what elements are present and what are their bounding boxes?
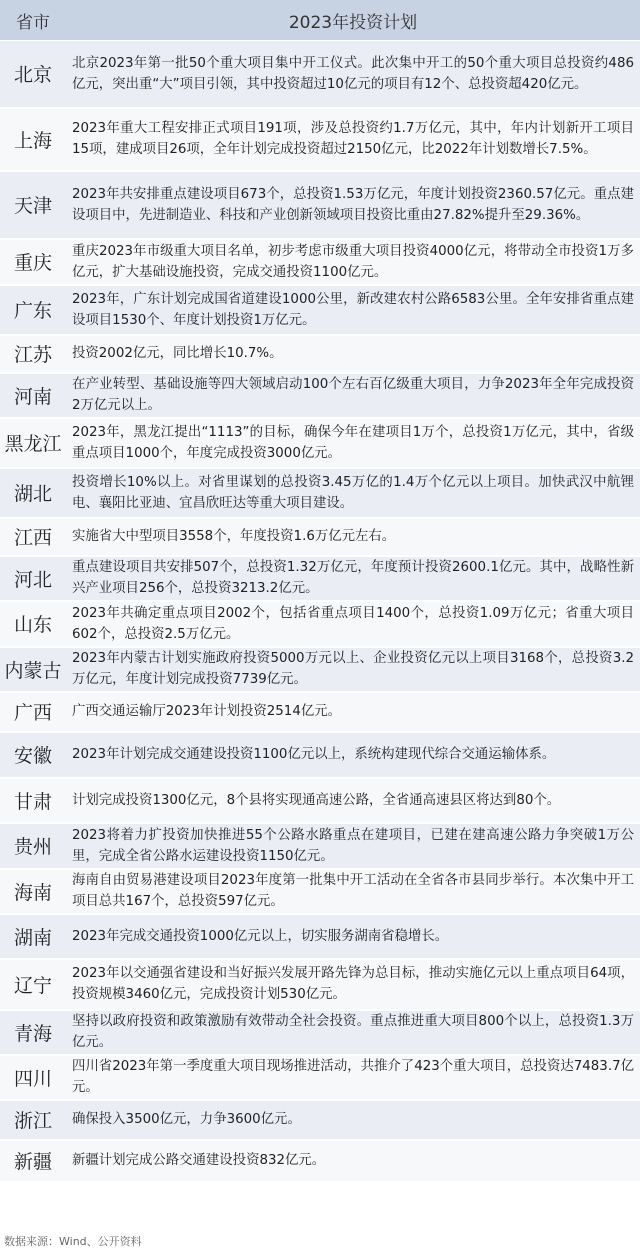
province-cell: 江苏 [0, 335, 66, 373]
province-cell: 北京 [0, 41, 66, 108]
plan-cell: 2023年共安排重点建设项目673个，总投资1.53万亿元，年度计划投资2360.57亿元。重点建设项目中，先进制造业、科技和产业创新领域项目投资比重由27.82%提升至29.36%。 [66, 171, 640, 239]
plan-cell: 2023将着力扩投资加快推进55个公路水路重点在建项目，已建在建高速公路力争突破1万公里，完成全省公路水运建设投资1150亿元。 [66, 823, 640, 869]
plan-cell: 重点建设项目共安排507个，总投资1.32万亿元，年度预计投资2600.1亿元。其中，战略性新兴产业项目256个，总投资3213.2亿元。 [66, 556, 640, 601]
table-row [0, 601, 640, 647]
plan-cell: 在产业转型、基础设施等四大领域启动100个左右百亿级重大项目，力争2023年全年完成投资2万亿元以上。 [66, 373, 640, 418]
plan-cell: 2023年内蒙古计划实施政府投资5000万元以上、企业投资亿元以上项目3168个，总投资3.2万亿元，年度计划完成投资7739亿元。 [66, 647, 640, 692]
plan-cell: 海南自由贸易港建设项目2023年度第一批集中开工活动在全省各市县同步举行。本次集中开工项目总共167个，总投资597亿元。 [66, 869, 640, 914]
plan-cell: 2023年完成交通投资1000亿元以上，切实服务湖南省稳增长。 [66, 914, 640, 959]
table-row [0, 1100, 640, 1140]
table-row [0, 1010, 640, 1055]
plan-cell: 坚持以政府投资和政策激励有效带动全社会投资。重点推进重大项目800个以上，总投资1.3万亿元。 [66, 1010, 640, 1055]
province-cell: 天津 [0, 171, 66, 239]
province-cell: 江西 [0, 518, 66, 556]
table-row [0, 1055, 640, 1100]
plan-cell: 重庆2023年市级重大项目名单，初步考虑市级重大项目投资4000亿元，将带动全市投资1万多亿元，扩大基础设施投资，完成交通投资1100亿元。 [66, 239, 640, 285]
province-cell: 新疆 [0, 1140, 66, 1182]
table-row [0, 556, 640, 601]
table-row [0, 823, 640, 869]
table-row [0, 239, 640, 285]
plan-cell: 新疆计划完成公路交通建设投资832亿元。 [66, 1140, 640, 1182]
province-cell: 湖南 [0, 914, 66, 959]
plan-cell: 2023年，广东计划完成国省道建设1000公里，新改建农村公路6583公里。全年安排省重点建设项目1530个、年度计划投资1万亿元。 [66, 285, 640, 335]
table-row [0, 732, 640, 778]
province-cell: 重庆 [0, 239, 66, 285]
province-cell: 海南 [0, 869, 66, 914]
table-row [0, 692, 640, 732]
province-cell: 上海 [0, 108, 66, 171]
plan-cell: 计划完成投资1300亿元，8个县将实现通高速公路，全省通高速县区将达到80个。 [66, 778, 640, 823]
plan-cell: 四川省2023年第一季度重大项目现场推进活动，共推介了423个重大项目，总投资达7483.7亿元。 [66, 1055, 640, 1100]
province-cell: 青海 [0, 1010, 66, 1055]
table-row [0, 171, 640, 239]
province-cell: 河南 [0, 373, 66, 418]
table-row [0, 647, 640, 692]
plan-cell: 北京2023年第一批50个重大项目集中开工仪式。此次集中开工的50个重大项目总投资约486亿元，突出重“大”项目引领，其中投资超过10亿元的项目有12个、总投资超420亿元。 [66, 41, 640, 108]
table-row [0, 335, 640, 373]
plan-cell: 2023年以交通强省建设和当好振兴发展开路先锋为总目标，推动实施亿元以上重点项目64项，投资规模3460亿元，完成投资计划530亿元。 [66, 959, 640, 1010]
province-cell: 广西 [0, 692, 66, 732]
table-row [0, 518, 640, 556]
plan-cell: 投资2002亿元，同比增长10.7%。 [66, 335, 640, 373]
table-row [0, 108, 640, 171]
plan-cell: 2023年，黑龙江提出“1113”的目标，确保今年在建项目1万个，总投资1万亿元，其中，省级重点项目1000个，年度完成投资3000亿元。 [66, 418, 640, 468]
table-row [0, 778, 640, 823]
province-cell: 辽宁 [0, 959, 66, 1010]
table-row [0, 285, 640, 335]
source-note: 数据来源：Wind、公开资料 [4, 1235, 142, 1248]
table-body [0, 41, 640, 1182]
province-cell: 山东 [0, 601, 66, 647]
header-province: 省市 [0, 0, 66, 41]
plan-cell: 2023年共确定重点项目2002个，包括省重点项目1400个，总投资1.09万亿元；省重大项目602个，总投资2.5万亿元。 [66, 601, 640, 647]
plan-cell: 实施省大中型项目3558个，年度投资1.6万亿元左右。 [66, 518, 640, 556]
province-cell: 安徽 [0, 732, 66, 778]
table-row [0, 869, 640, 914]
province-cell: 浙江 [0, 1100, 66, 1140]
plan-cell: 广西交通运输厅2023年计划投资2514亿元。 [66, 692, 640, 732]
province-cell: 广东 [0, 285, 66, 335]
table-row [0, 373, 640, 418]
table-row [0, 1140, 640, 1182]
province-cell: 贵州 [0, 823, 66, 869]
province-cell: 内蒙古 [0, 647, 66, 692]
province-cell: 甘肃 [0, 778, 66, 823]
table-row [0, 41, 640, 108]
plan-cell: 2023年计划完成交通建设投资1100亿元以上，系统构建现代综合交通运输体系。 [66, 732, 640, 778]
header-plan: 2023年投资计划 [66, 0, 640, 41]
plan-cell: 2023年重大工程安排正式项目191项，涉及总投资约1.7万亿元，其中，年内计划新开工项目15项，建成项目26项，全年计划完成投资超过2150亿元，比2022年计划数增长7.5%。 [66, 108, 640, 171]
table-row [0, 914, 640, 959]
province-cell: 四川 [0, 1055, 66, 1100]
plan-cell: 投资增长10%以上。对省里谋划的总投资3.45万亿的1.4万个亿元以上项目。加快武汉中航锂电、襄阳比亚迪、宜昌欣旺达等重大项目建设。 [66, 468, 640, 518]
table-header-row [0, 0, 640, 41]
table-row [0, 959, 640, 1010]
province-cell: 湖北 [0, 468, 66, 518]
table-row [0, 468, 640, 518]
province-cell: 河北 [0, 556, 66, 601]
plan-cell: 确保投入3500亿元，力争3600亿元。 [66, 1100, 640, 1140]
table-row [0, 418, 640, 468]
province-cell: 黑龙江 [0, 418, 66, 468]
